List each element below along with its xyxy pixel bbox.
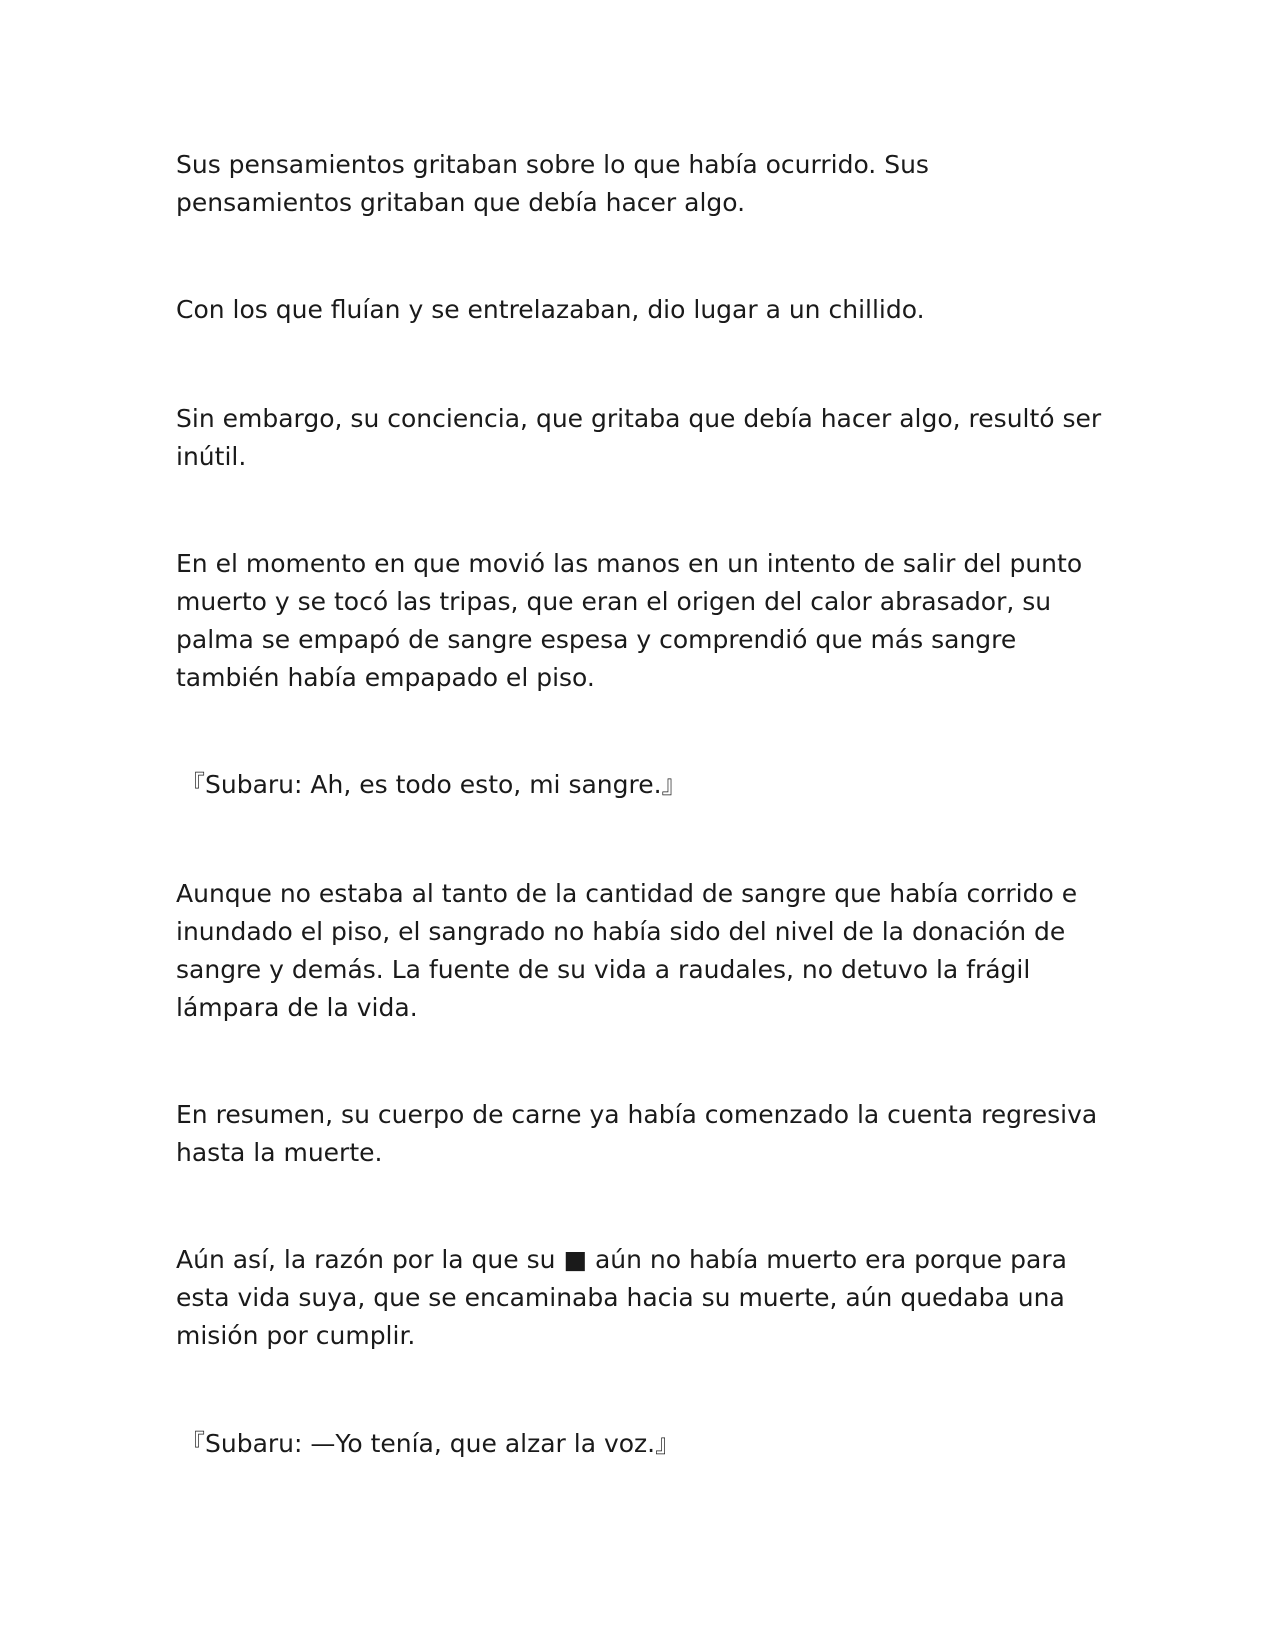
paragraph-3: Sin embargo, su conciencia, que gritaba que debía hacer algo, resultó ser inútil. (176, 404, 1102, 471)
paragraph-4: En el momento en que movió las manos en un intento de salir del punto muerto y se tocó las tripas, que eran el origen del calor abrasador, su palma se empapó de sangre espesa y comprendió que más sangre también había empapado el piso. (176, 549, 1083, 692)
dialogue-line-1: 『Subaru: Ah, es todo esto, mi sangre.』 (180, 770, 687, 799)
paragraph-1: Sus pensamientos gritaban sobre lo que había ocurrido. Sus pensamientos gritaban que debía hacer algo. (176, 150, 929, 217)
paragraph-7: Aún así, la razón por la que su ■ aún no había muerto era porque para esta vida suya, que se encaminaba hacia su muerte, aún quedaba una misión por cumplir. (176, 1245, 1067, 1350)
paragraph-5: Aunque no estaba al tanto de la cantidad de sangre que había corrido e inundado el piso, el sangrado no había sido del nivel de la donación de sangre y demás. La fuente de su vida a raudales, no detuvo la frágil lámpara de la vida. (176, 879, 1078, 1022)
paragraph-2: Con los que fluían y se entrelazaban, dio lugar a un chillido. (176, 295, 925, 324)
paragraph-6: En resumen, su cuerpo de carne ya había comenzado la cuenta regresiva hasta la muerte. (176, 1100, 1098, 1167)
dialogue-line-2: 『Subaru: —Yo tenía, que alzar la voz.』 (180, 1429, 681, 1458)
